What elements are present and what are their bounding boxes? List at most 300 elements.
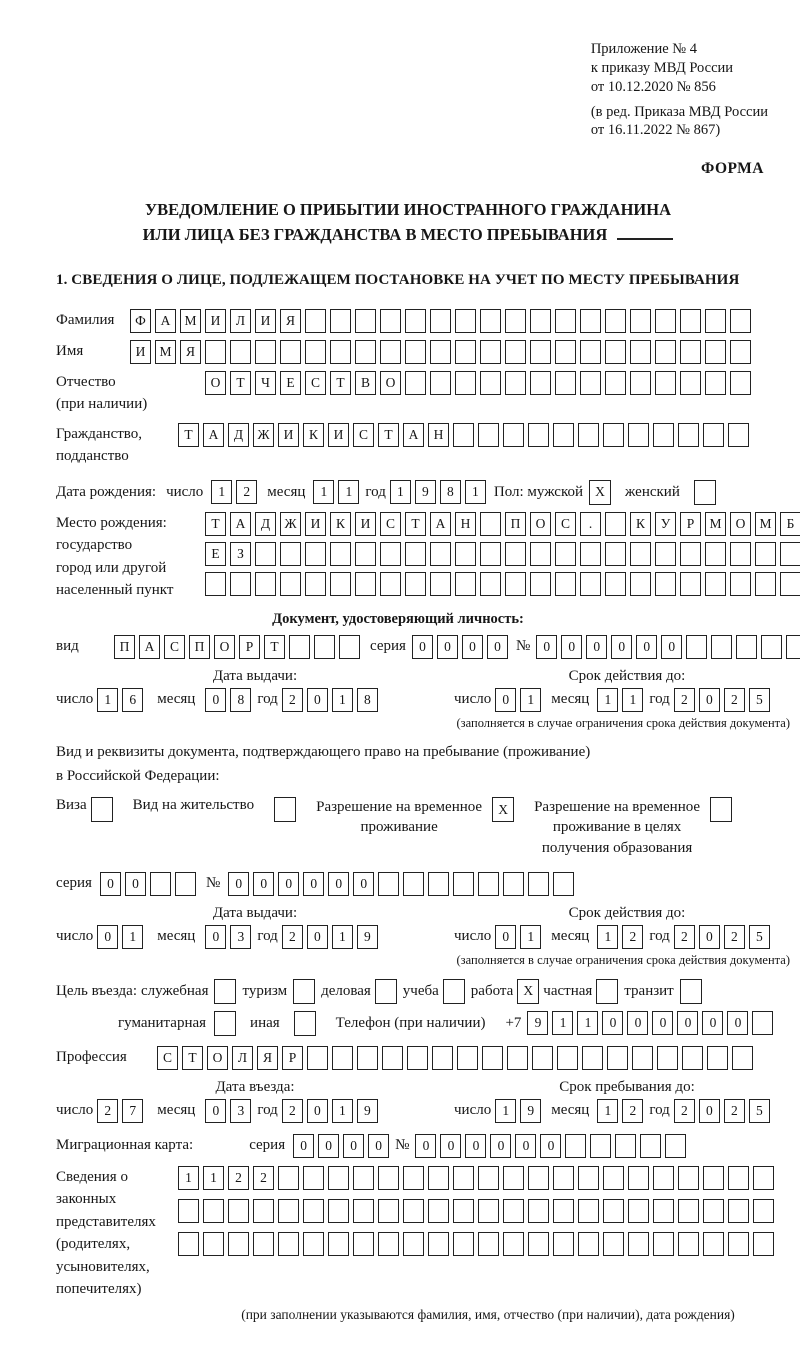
char-cell[interactable]: И: [305, 512, 326, 536]
char-cell[interactable]: [605, 542, 626, 566]
char-cell[interactable]: [580, 309, 601, 333]
char-cell[interactable]: [378, 1199, 399, 1223]
char-cell[interactable]: 2: [97, 1099, 118, 1123]
char-cell[interactable]: 1: [552, 1011, 573, 1035]
char-cell[interactable]: 2: [228, 1166, 249, 1190]
char-cell[interactable]: [453, 872, 474, 896]
char-cell[interactable]: [178, 1199, 199, 1223]
char-cell[interactable]: 0: [205, 925, 226, 949]
char-cell[interactable]: 8: [230, 688, 251, 712]
char-cell[interactable]: [603, 1232, 624, 1256]
char-cell[interactable]: [403, 872, 424, 896]
char-cell[interactable]: [230, 340, 251, 364]
char-cell[interactable]: 1: [597, 925, 618, 949]
char-cell[interactable]: [528, 1166, 549, 1190]
char-cell[interactable]: [528, 423, 549, 447]
char-cell[interactable]: [705, 542, 726, 566]
char-cell[interactable]: 0: [205, 1099, 226, 1123]
char-cell[interactable]: [228, 1199, 249, 1223]
char-cell[interactable]: Я: [257, 1046, 278, 1070]
char-cell[interactable]: С: [380, 512, 401, 536]
char-cell[interactable]: 0: [293, 1134, 314, 1158]
char-cell[interactable]: 0: [727, 1011, 748, 1035]
char-cell[interactable]: [428, 872, 449, 896]
char-cell[interactable]: [578, 1199, 599, 1223]
char-cell[interactable]: [711, 635, 732, 659]
char-cell[interactable]: Т: [330, 371, 351, 395]
char-cell[interactable]: [457, 1046, 478, 1070]
char-cell[interactable]: [780, 542, 800, 566]
char-cell[interactable]: С: [305, 371, 326, 395]
char-cell[interactable]: 0: [307, 688, 328, 712]
char-cell[interactable]: .: [580, 512, 601, 536]
char-cell[interactable]: [378, 872, 399, 896]
char-cell[interactable]: [428, 1199, 449, 1223]
char-cell[interactable]: [303, 1166, 324, 1190]
char-cell[interactable]: С: [555, 512, 576, 536]
char-cell[interactable]: [605, 340, 626, 364]
char-cell[interactable]: [703, 423, 724, 447]
char-cell[interactable]: [380, 572, 401, 596]
char-cell[interactable]: [503, 872, 524, 896]
char-cell[interactable]: Т: [182, 1046, 203, 1070]
char-cell[interactable]: 8: [440, 480, 461, 504]
char-cell[interactable]: С: [353, 423, 374, 447]
char-cell[interactable]: 9: [357, 925, 378, 949]
char-cell[interactable]: [628, 1232, 649, 1256]
char-cell[interactable]: 1: [577, 1011, 598, 1035]
char-cell[interactable]: [355, 309, 376, 333]
char-cell[interactable]: М: [180, 309, 201, 333]
checkbox-box[interactable]: X: [492, 797, 514, 822]
char-cell[interactable]: [505, 542, 526, 566]
char-cell[interactable]: [653, 423, 674, 447]
char-cell[interactable]: Н: [455, 512, 476, 536]
char-cell[interactable]: [305, 542, 326, 566]
char-cell[interactable]: [640, 1134, 661, 1158]
char-cell[interactable]: 0: [636, 635, 657, 659]
char-cell[interactable]: [478, 1232, 499, 1256]
char-cell[interactable]: [355, 542, 376, 566]
char-cell[interactable]: 0: [602, 1011, 623, 1035]
char-cell[interactable]: Ф: [130, 309, 151, 333]
char-cell[interactable]: [580, 340, 601, 364]
char-cell[interactable]: [703, 1232, 724, 1256]
char-cell[interactable]: 3: [230, 925, 251, 949]
char-cell[interactable]: 0: [540, 1134, 561, 1158]
char-cell[interactable]: [455, 542, 476, 566]
char-cell[interactable]: [380, 309, 401, 333]
char-cell[interactable]: [582, 1046, 603, 1070]
char-cell[interactable]: [353, 1232, 374, 1256]
char-cell[interactable]: 0: [437, 635, 458, 659]
char-cell[interactable]: [630, 572, 651, 596]
char-cell[interactable]: [455, 309, 476, 333]
char-cell[interactable]: А: [203, 423, 224, 447]
char-cell[interactable]: Л: [230, 309, 251, 333]
char-cell[interactable]: [655, 340, 676, 364]
char-cell[interactable]: 0: [699, 688, 720, 712]
char-cell[interactable]: 1: [597, 688, 618, 712]
char-cell[interactable]: Ж: [280, 512, 301, 536]
char-cell[interactable]: [603, 423, 624, 447]
char-cell[interactable]: [555, 542, 576, 566]
char-cell[interactable]: 0: [100, 872, 121, 896]
char-cell[interactable]: 3: [230, 1099, 251, 1123]
char-cell[interactable]: [353, 1166, 374, 1190]
char-cell[interactable]: 0: [536, 635, 557, 659]
char-cell[interactable]: О: [730, 512, 751, 536]
char-cell[interactable]: [578, 1232, 599, 1256]
char-cell[interactable]: 0: [515, 1134, 536, 1158]
char-cell[interactable]: [555, 371, 576, 395]
char-cell[interactable]: [403, 1232, 424, 1256]
char-cell[interactable]: Т: [405, 512, 426, 536]
char-cell[interactable]: [430, 340, 451, 364]
char-cell[interactable]: П: [505, 512, 526, 536]
char-cell[interactable]: 5: [749, 688, 770, 712]
char-cell[interactable]: [528, 1199, 549, 1223]
char-cell[interactable]: 1: [390, 480, 411, 504]
char-cell[interactable]: [705, 371, 726, 395]
char-cell[interactable]: [628, 1166, 649, 1190]
char-cell[interactable]: З: [230, 542, 251, 566]
char-cell[interactable]: [615, 1134, 636, 1158]
char-cell[interactable]: [553, 872, 574, 896]
char-cell[interactable]: [278, 1232, 299, 1256]
char-cell[interactable]: [480, 309, 501, 333]
char-cell[interactable]: [628, 1199, 649, 1223]
char-cell[interactable]: [753, 1232, 774, 1256]
char-cell[interactable]: [655, 309, 676, 333]
char-cell[interactable]: О: [214, 635, 235, 659]
char-cell[interactable]: [653, 1166, 674, 1190]
char-cell[interactable]: [480, 371, 501, 395]
char-cell[interactable]: [303, 1199, 324, 1223]
char-cell[interactable]: [430, 542, 451, 566]
char-cell[interactable]: 0: [702, 1011, 723, 1035]
char-cell[interactable]: [455, 340, 476, 364]
char-cell[interactable]: [505, 572, 526, 596]
char-cell[interactable]: [453, 1199, 474, 1223]
char-cell[interactable]: [355, 340, 376, 364]
char-cell[interactable]: [657, 1046, 678, 1070]
char-cell[interactable]: 0: [278, 872, 299, 896]
char-cell[interactable]: 2: [674, 688, 695, 712]
char-cell[interactable]: [278, 1166, 299, 1190]
char-cell[interactable]: 0: [586, 635, 607, 659]
char-cell[interactable]: И: [255, 309, 276, 333]
char-cell[interactable]: Т: [205, 512, 226, 536]
char-cell[interactable]: П: [189, 635, 210, 659]
char-cell[interactable]: [505, 371, 526, 395]
char-cell[interactable]: 1: [332, 925, 353, 949]
char-cell[interactable]: 0: [412, 635, 433, 659]
char-cell[interactable]: [730, 309, 751, 333]
char-cell[interactable]: 2: [282, 925, 303, 949]
char-cell[interactable]: Н: [428, 423, 449, 447]
char-cell[interactable]: [305, 309, 326, 333]
char-cell[interactable]: 0: [318, 1134, 339, 1158]
char-cell[interactable]: 1: [313, 480, 334, 504]
char-cell[interactable]: 1: [97, 688, 118, 712]
char-cell[interactable]: [453, 1166, 474, 1190]
char-cell[interactable]: [730, 340, 751, 364]
char-cell[interactable]: [630, 542, 651, 566]
char-cell[interactable]: [580, 371, 601, 395]
char-cell[interactable]: 1: [597, 1099, 618, 1123]
char-cell[interactable]: 0: [495, 688, 516, 712]
char-cell[interactable]: 0: [228, 872, 249, 896]
char-cell[interactable]: И: [278, 423, 299, 447]
char-cell[interactable]: [328, 1232, 349, 1256]
char-cell[interactable]: И: [328, 423, 349, 447]
char-cell[interactable]: А: [430, 512, 451, 536]
char-cell[interactable]: [255, 572, 276, 596]
char-cell[interactable]: [678, 1199, 699, 1223]
char-cell[interactable]: [761, 635, 782, 659]
char-cell[interactable]: 1: [338, 480, 359, 504]
char-cell[interactable]: [480, 542, 501, 566]
char-cell[interactable]: [730, 371, 751, 395]
char-cell[interactable]: [528, 872, 549, 896]
char-cell[interactable]: [507, 1046, 528, 1070]
char-cell[interactable]: 9: [415, 480, 436, 504]
char-cell[interactable]: [655, 371, 676, 395]
char-cell[interactable]: [253, 1199, 274, 1223]
char-cell[interactable]: [780, 572, 800, 596]
char-cell[interactable]: 1: [332, 688, 353, 712]
char-cell[interactable]: 2: [674, 925, 695, 949]
char-cell[interactable]: [289, 635, 310, 659]
char-cell[interactable]: [655, 572, 676, 596]
checkbox-box[interactable]: [214, 979, 236, 1004]
char-cell[interactable]: [355, 572, 376, 596]
char-cell[interactable]: Р: [680, 512, 701, 536]
char-cell[interactable]: И: [130, 340, 151, 364]
char-cell[interactable]: [605, 371, 626, 395]
char-cell[interactable]: [678, 1166, 699, 1190]
char-cell[interactable]: [255, 542, 276, 566]
char-cell[interactable]: [528, 1232, 549, 1256]
char-cell[interactable]: [253, 1232, 274, 1256]
char-cell[interactable]: [380, 340, 401, 364]
char-cell[interactable]: [728, 423, 749, 447]
char-cell[interactable]: 9: [527, 1011, 548, 1035]
char-cell[interactable]: 1: [211, 480, 232, 504]
char-cell[interactable]: А: [230, 512, 251, 536]
char-cell[interactable]: [553, 1232, 574, 1256]
char-cell[interactable]: С: [164, 635, 185, 659]
char-cell[interactable]: 0: [440, 1134, 461, 1158]
char-cell[interactable]: 0: [462, 635, 483, 659]
char-cell[interactable]: 0: [307, 1099, 328, 1123]
checkbox-box[interactable]: [293, 979, 315, 1004]
char-cell[interactable]: [178, 1232, 199, 1256]
char-cell[interactable]: [630, 371, 651, 395]
char-cell[interactable]: [736, 635, 757, 659]
char-cell[interactable]: [280, 340, 301, 364]
char-cell[interactable]: [382, 1046, 403, 1070]
char-cell[interactable]: [403, 1199, 424, 1223]
char-cell[interactable]: А: [139, 635, 160, 659]
char-cell[interactable]: Т: [178, 423, 199, 447]
char-cell[interactable]: [278, 1199, 299, 1223]
char-cell[interactable]: К: [330, 512, 351, 536]
char-cell[interactable]: [680, 572, 701, 596]
char-cell[interactable]: П: [114, 635, 135, 659]
char-cell[interactable]: [728, 1166, 749, 1190]
char-cell[interactable]: [205, 572, 226, 596]
char-cell[interactable]: 8: [357, 688, 378, 712]
char-cell[interactable]: 0: [353, 872, 374, 896]
char-cell[interactable]: [755, 572, 776, 596]
char-cell[interactable]: И: [355, 512, 376, 536]
char-cell[interactable]: 2: [724, 925, 745, 949]
char-cell[interactable]: Е: [205, 542, 226, 566]
char-cell[interactable]: [557, 1046, 578, 1070]
char-cell[interactable]: [432, 1046, 453, 1070]
char-cell[interactable]: [730, 572, 751, 596]
char-cell[interactable]: 0: [368, 1134, 389, 1158]
char-cell[interactable]: К: [630, 512, 651, 536]
char-cell[interactable]: [753, 1199, 774, 1223]
char-cell[interactable]: 0: [465, 1134, 486, 1158]
char-cell[interactable]: Р: [282, 1046, 303, 1070]
char-cell[interactable]: [455, 371, 476, 395]
char-cell[interactable]: Л: [232, 1046, 253, 1070]
char-cell[interactable]: 2: [253, 1166, 274, 1190]
char-cell[interactable]: [553, 1166, 574, 1190]
char-cell[interactable]: [580, 542, 601, 566]
char-cell[interactable]: [503, 1199, 524, 1223]
char-cell[interactable]: [428, 1166, 449, 1190]
char-cell[interactable]: И: [205, 309, 226, 333]
char-cell[interactable]: [330, 340, 351, 364]
char-cell[interactable]: [205, 340, 226, 364]
char-cell[interactable]: 0: [611, 635, 632, 659]
char-cell[interactable]: [453, 423, 474, 447]
char-cell[interactable]: [728, 1232, 749, 1256]
char-cell[interactable]: [680, 371, 701, 395]
char-cell[interactable]: 1: [520, 688, 541, 712]
char-cell[interactable]: 2: [282, 1099, 303, 1123]
char-cell[interactable]: 0: [487, 635, 508, 659]
char-cell[interactable]: [605, 572, 626, 596]
char-cell[interactable]: [482, 1046, 503, 1070]
char-cell[interactable]: [330, 542, 351, 566]
char-cell[interactable]: 2: [674, 1099, 695, 1123]
char-cell[interactable]: 0: [97, 925, 118, 949]
char-cell[interactable]: [578, 1166, 599, 1190]
char-cell[interactable]: О: [380, 371, 401, 395]
char-cell[interactable]: [330, 572, 351, 596]
char-cell[interactable]: [357, 1046, 378, 1070]
char-cell[interactable]: 0: [627, 1011, 648, 1035]
char-cell[interactable]: Д: [255, 512, 276, 536]
char-cell[interactable]: Ж: [253, 423, 274, 447]
checkbox-box[interactable]: [91, 797, 113, 822]
char-cell[interactable]: М: [755, 512, 776, 536]
char-cell[interactable]: 1: [332, 1099, 353, 1123]
char-cell[interactable]: [307, 1046, 328, 1070]
char-cell[interactable]: [730, 542, 751, 566]
char-cell[interactable]: [532, 1046, 553, 1070]
char-cell[interactable]: [653, 1199, 674, 1223]
char-cell[interactable]: 1: [178, 1166, 199, 1190]
char-cell[interactable]: 0: [490, 1134, 511, 1158]
char-cell[interactable]: 5: [749, 1099, 770, 1123]
char-cell[interactable]: [705, 309, 726, 333]
char-cell[interactable]: [478, 423, 499, 447]
char-cell[interactable]: [478, 1166, 499, 1190]
char-cell[interactable]: 1: [122, 925, 143, 949]
char-cell[interactable]: [503, 1232, 524, 1256]
char-cell[interactable]: [405, 340, 426, 364]
char-cell[interactable]: [378, 1166, 399, 1190]
char-cell[interactable]: 5: [749, 925, 770, 949]
char-cell[interactable]: [605, 309, 626, 333]
char-cell[interactable]: [555, 309, 576, 333]
char-cell[interactable]: [280, 572, 301, 596]
checkbox-box[interactable]: [214, 1011, 236, 1036]
char-cell[interactable]: [553, 1199, 574, 1223]
char-cell[interactable]: [505, 309, 526, 333]
char-cell[interactable]: [405, 542, 426, 566]
char-cell[interactable]: М: [155, 340, 176, 364]
char-cell[interactable]: [430, 572, 451, 596]
char-cell[interactable]: [580, 572, 601, 596]
checkbox-box[interactable]: [694, 480, 716, 505]
char-cell[interactable]: 1: [465, 480, 486, 504]
char-cell[interactable]: [653, 1232, 674, 1256]
char-cell[interactable]: У: [655, 512, 676, 536]
char-cell[interactable]: 0: [495, 925, 516, 949]
char-cell[interactable]: 9: [357, 1099, 378, 1123]
char-cell[interactable]: [430, 371, 451, 395]
char-cell[interactable]: [453, 1232, 474, 1256]
char-cell[interactable]: [565, 1134, 586, 1158]
char-cell[interactable]: [503, 423, 524, 447]
char-cell[interactable]: [150, 872, 171, 896]
char-cell[interactable]: Р: [239, 635, 260, 659]
char-cell[interactable]: [680, 340, 701, 364]
char-cell[interactable]: [339, 635, 360, 659]
char-cell[interactable]: [203, 1199, 224, 1223]
char-cell[interactable]: [603, 1166, 624, 1190]
char-cell[interactable]: [630, 309, 651, 333]
char-cell[interactable]: [228, 1232, 249, 1256]
char-cell[interactable]: [753, 1166, 774, 1190]
char-cell[interactable]: [605, 512, 626, 536]
checkbox-box[interactable]: [443, 979, 465, 1004]
char-cell[interactable]: 2: [724, 1099, 745, 1123]
char-cell[interactable]: [403, 1166, 424, 1190]
char-cell[interactable]: 0: [125, 872, 146, 896]
char-cell[interactable]: [705, 340, 726, 364]
char-cell[interactable]: 1: [203, 1166, 224, 1190]
char-cell[interactable]: 7: [122, 1099, 143, 1123]
checkbox-box[interactable]: [274, 797, 296, 822]
char-cell[interactable]: [314, 635, 335, 659]
char-cell[interactable]: В: [355, 371, 376, 395]
char-cell[interactable]: [630, 340, 651, 364]
char-cell[interactable]: [353, 1199, 374, 1223]
char-cell[interactable]: [330, 309, 351, 333]
char-cell[interactable]: [380, 542, 401, 566]
char-cell[interactable]: [280, 542, 301, 566]
char-cell[interactable]: [480, 512, 501, 536]
